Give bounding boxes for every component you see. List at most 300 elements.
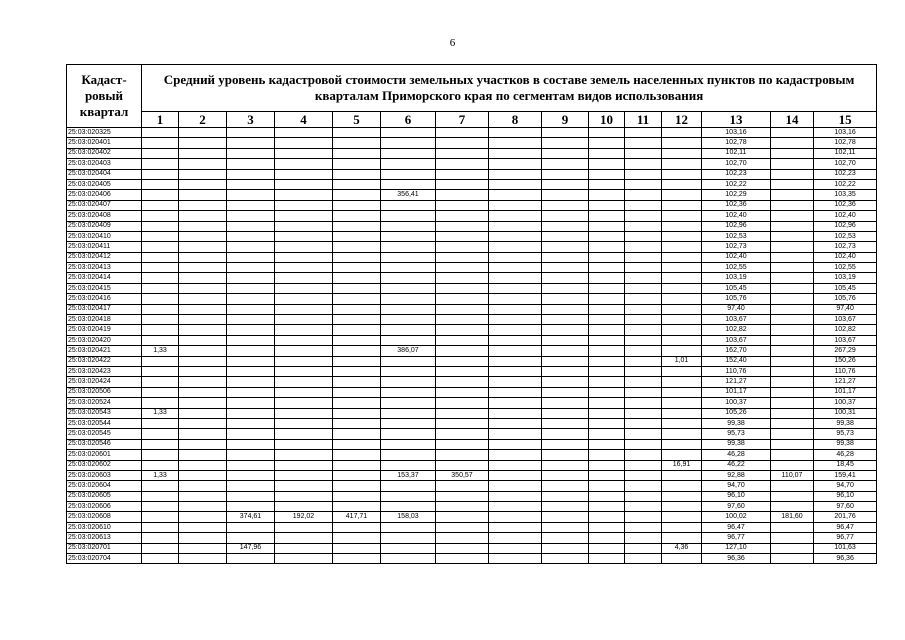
- value-cell: 99,38: [702, 439, 771, 449]
- value-cell: 102,11: [814, 148, 877, 158]
- value-cell: [542, 283, 589, 293]
- value-cell: [589, 533, 625, 543]
- value-cell: [542, 315, 589, 325]
- value-cell: [662, 263, 702, 273]
- value-cell: [227, 128, 275, 138]
- value-cell: [275, 221, 333, 231]
- value-cell: [489, 460, 542, 470]
- value-cell: [436, 398, 489, 408]
- value-cell: [179, 315, 227, 325]
- value-cell: 100,37: [814, 398, 877, 408]
- value-cell: [771, 263, 814, 273]
- value-cell: [589, 387, 625, 397]
- value-cell: [589, 470, 625, 480]
- value-cell: [227, 325, 275, 335]
- value-cell: [625, 418, 662, 428]
- value-cell: [589, 128, 625, 138]
- value-cell: [436, 387, 489, 397]
- value-cell: [489, 377, 542, 387]
- value-cell: [179, 460, 227, 470]
- value-cell: [662, 325, 702, 335]
- value-cell: [589, 231, 625, 241]
- table-row: [67, 242, 877, 252]
- value-cell: [275, 325, 333, 335]
- value-cell: 94,70: [814, 481, 877, 491]
- value-cell: [179, 252, 227, 262]
- value-cell: [771, 366, 814, 376]
- page-number: 6: [449, 37, 456, 49]
- value-cell: [542, 252, 589, 262]
- table-row: [67, 460, 877, 470]
- value-cell: 99,38: [814, 418, 877, 428]
- value-cell: [489, 190, 542, 200]
- value-cell: [179, 346, 227, 356]
- value-cell: [542, 346, 589, 356]
- value-cell: [227, 252, 275, 262]
- value-cell: [542, 231, 589, 241]
- value-cell: [625, 252, 662, 262]
- value-cell: [227, 450, 275, 460]
- value-cell: [542, 429, 589, 439]
- kvartal-cell: 25:03:020406: [67, 190, 142, 200]
- value-cell: [142, 294, 179, 304]
- kvartal-cell: 25:03:020601: [67, 450, 142, 460]
- value-cell: [179, 200, 227, 210]
- value-cell: [333, 283, 381, 293]
- value-cell: [662, 470, 702, 480]
- value-cell: [662, 179, 702, 189]
- value-cell: [381, 398, 436, 408]
- value-cell: [542, 418, 589, 428]
- value-cell: [662, 190, 702, 200]
- table-row: [67, 491, 877, 501]
- kvartal-cell: 25:03:020602: [67, 460, 142, 470]
- value-cell: [179, 159, 227, 169]
- value-cell: [275, 211, 333, 221]
- value-cell: [436, 491, 489, 501]
- value-cell: [625, 522, 662, 532]
- value-cell: [333, 356, 381, 366]
- value-cell: [436, 190, 489, 200]
- value-cell: [227, 408, 275, 418]
- value-cell: [436, 346, 489, 356]
- value-cell: [333, 543, 381, 553]
- value-cell: [179, 273, 227, 283]
- value-cell: [771, 148, 814, 158]
- value-cell: [142, 512, 179, 522]
- value-cell: [381, 179, 436, 189]
- value-cell: [436, 522, 489, 532]
- value-cell: [142, 211, 179, 221]
- value-cell: [662, 502, 702, 512]
- kvartal-cell: 25:03:020413: [67, 263, 142, 273]
- kvartal-cell: 25:03:020545: [67, 429, 142, 439]
- value-cell: [771, 138, 814, 148]
- value-cell: [333, 231, 381, 241]
- value-cell: [275, 138, 333, 148]
- value-cell: [542, 221, 589, 231]
- table-row: [67, 543, 877, 553]
- value-cell: [489, 429, 542, 439]
- value-cell: [662, 429, 702, 439]
- value-cell: [179, 242, 227, 252]
- value-cell: [662, 231, 702, 241]
- value-cell: [179, 366, 227, 376]
- value-cell: 16,91: [662, 460, 702, 470]
- value-cell: [227, 398, 275, 408]
- value-cell: [275, 398, 333, 408]
- kvartal-cell: 25:03:020608: [67, 512, 142, 522]
- value-cell: 102,96: [814, 221, 877, 231]
- table-row: [67, 283, 877, 293]
- value-cell: [771, 502, 814, 512]
- value-cell: [179, 470, 227, 480]
- value-cell: [381, 169, 436, 179]
- value-cell: [333, 200, 381, 210]
- value-cell: [489, 356, 542, 366]
- value-cell: [275, 169, 333, 179]
- table-row: [67, 169, 877, 179]
- value-cell: 102,78: [814, 138, 877, 148]
- value-cell: [142, 439, 179, 449]
- value-cell: [275, 387, 333, 397]
- value-cell: [333, 439, 381, 449]
- value-cell: 159,41: [814, 470, 877, 480]
- value-cell: [489, 418, 542, 428]
- value-cell: [771, 190, 814, 200]
- value-cell: [662, 159, 702, 169]
- value-cell: [179, 439, 227, 449]
- segment-header: 8: [489, 112, 542, 128]
- value-cell: [625, 148, 662, 158]
- value-cell: [333, 242, 381, 252]
- value-cell: [436, 460, 489, 470]
- kvartal-cell: 25:03:020603: [67, 470, 142, 480]
- value-cell: [589, 346, 625, 356]
- kvartal-cell: 25:03:020401: [67, 138, 142, 148]
- value-cell: [771, 335, 814, 345]
- value-cell: [436, 315, 489, 325]
- kvartal-cell: 25:03:020414: [67, 273, 142, 283]
- value-cell: [179, 221, 227, 231]
- value-cell: [381, 221, 436, 231]
- value-cell: [381, 408, 436, 418]
- value-cell: [589, 273, 625, 283]
- value-cell: [142, 429, 179, 439]
- value-cell: 103,67: [702, 315, 771, 325]
- value-cell: [662, 554, 702, 564]
- value-cell: [436, 325, 489, 335]
- value-cell: 374,61: [227, 512, 275, 522]
- value-cell: [179, 263, 227, 273]
- value-cell: [142, 481, 179, 491]
- value-cell: [625, 294, 662, 304]
- value-cell: [275, 252, 333, 262]
- value-cell: [275, 231, 333, 241]
- value-cell: [179, 304, 227, 314]
- value-cell: [227, 502, 275, 512]
- value-cell: 46,28: [702, 450, 771, 460]
- value-cell: [436, 200, 489, 210]
- value-cell: 102,23: [814, 169, 877, 179]
- value-cell: [771, 543, 814, 553]
- value-cell: 102,53: [702, 231, 771, 241]
- value-cell: [542, 169, 589, 179]
- table-row: [67, 356, 877, 366]
- value-cell: [589, 159, 625, 169]
- value-cell: [179, 481, 227, 491]
- value-cell: [771, 242, 814, 252]
- value-cell: [333, 304, 381, 314]
- value-cell: [625, 221, 662, 231]
- value-cell: [142, 554, 179, 564]
- value-cell: [275, 315, 333, 325]
- kvartal-cell: 25:03:020543: [67, 408, 142, 418]
- value-cell: [489, 211, 542, 221]
- value-cell: 46,22: [702, 460, 771, 470]
- value-cell: [275, 418, 333, 428]
- value-cell: 121,27: [702, 377, 771, 387]
- value-cell: [662, 377, 702, 387]
- value-cell: [662, 128, 702, 138]
- value-cell: [381, 138, 436, 148]
- value-cell: [625, 439, 662, 449]
- value-cell: [227, 148, 275, 158]
- value-cell: [625, 304, 662, 314]
- value-cell: [542, 439, 589, 449]
- value-cell: [227, 470, 275, 480]
- value-cell: [381, 325, 436, 335]
- value-cell: 1,33: [142, 346, 179, 356]
- value-cell: [489, 128, 542, 138]
- segment-header: 2: [179, 112, 227, 128]
- value-cell: [179, 179, 227, 189]
- value-cell: [662, 408, 702, 418]
- value-cell: 96,77: [702, 533, 771, 543]
- value-cell: [275, 356, 333, 366]
- value-cell: [142, 128, 179, 138]
- value-cell: [489, 346, 542, 356]
- table-row: [67, 263, 877, 273]
- value-cell: [771, 283, 814, 293]
- value-cell: [489, 481, 542, 491]
- value-cell: [142, 398, 179, 408]
- value-cell: [227, 304, 275, 314]
- table-row: [67, 522, 877, 532]
- segment-header: 11: [625, 112, 662, 128]
- value-cell: 96,36: [814, 554, 877, 564]
- value-cell: [625, 263, 662, 273]
- value-cell: [333, 179, 381, 189]
- table-row: [67, 387, 877, 397]
- value-cell: 350,57: [436, 470, 489, 480]
- value-cell: [436, 169, 489, 179]
- value-cell: [625, 387, 662, 397]
- value-cell: [142, 335, 179, 345]
- value-cell: [662, 335, 702, 345]
- value-cell: 102,40: [814, 211, 877, 221]
- value-cell: [771, 231, 814, 241]
- value-cell: [625, 512, 662, 522]
- table-row: [67, 179, 877, 189]
- value-cell: [275, 128, 333, 138]
- value-cell: [625, 408, 662, 418]
- value-cell: [771, 252, 814, 262]
- kvartal-cell: 25:03:020405: [67, 179, 142, 189]
- value-cell: [179, 148, 227, 158]
- value-cell: 99,38: [814, 439, 877, 449]
- value-cell: [179, 450, 227, 460]
- value-cell: [275, 450, 333, 460]
- value-cell: [227, 221, 275, 231]
- value-cell: [625, 169, 662, 179]
- value-cell: [142, 252, 179, 262]
- value-cell: [227, 190, 275, 200]
- table-row: [67, 190, 877, 200]
- table-row: [67, 138, 877, 148]
- value-cell: 105,45: [702, 283, 771, 293]
- value-cell: 147,96: [227, 543, 275, 553]
- value-cell: [625, 398, 662, 408]
- kvartal-cell: 25:03:020412: [67, 252, 142, 262]
- value-cell: [542, 543, 589, 553]
- value-cell: [542, 179, 589, 189]
- segment-header: 15: [814, 112, 877, 128]
- value-cell: 18,45: [814, 460, 877, 470]
- value-cell: [589, 491, 625, 501]
- value-cell: [625, 335, 662, 345]
- value-cell: 102,22: [814, 179, 877, 189]
- kvartal-cell: 25:03:020404: [67, 169, 142, 179]
- value-cell: [771, 159, 814, 169]
- value-cell: [489, 231, 542, 241]
- value-cell: [333, 138, 381, 148]
- value-cell: [227, 439, 275, 449]
- kvartal-cell: 25:03:020610: [67, 522, 142, 532]
- value-cell: [381, 200, 436, 210]
- value-cell: [179, 533, 227, 543]
- value-cell: [142, 418, 179, 428]
- value-cell: [333, 450, 381, 460]
- value-cell: 97,60: [702, 502, 771, 512]
- value-cell: [381, 283, 436, 293]
- table-row: [67, 325, 877, 335]
- value-cell: [662, 304, 702, 314]
- value-cell: 102,73: [814, 242, 877, 252]
- value-cell: [436, 481, 489, 491]
- value-cell: [625, 533, 662, 543]
- cadastral-value-table: [66, 64, 877, 564]
- value-cell: [662, 273, 702, 283]
- value-cell: [333, 128, 381, 138]
- value-cell: [542, 408, 589, 418]
- value-cell: 102,40: [814, 252, 877, 262]
- table-row: [67, 512, 877, 522]
- table-row: [67, 221, 877, 231]
- value-cell: [589, 439, 625, 449]
- value-cell: 103,19: [814, 273, 877, 283]
- value-cell: [179, 398, 227, 408]
- value-cell: [179, 211, 227, 221]
- table-row: [67, 481, 877, 491]
- value-cell: [227, 315, 275, 325]
- value-cell: [542, 294, 589, 304]
- value-cell: [179, 325, 227, 335]
- value-cell: [179, 543, 227, 553]
- value-cell: [179, 335, 227, 345]
- value-cell: 152,40: [702, 356, 771, 366]
- value-cell: [489, 273, 542, 283]
- value-cell: [275, 366, 333, 376]
- value-cell: [381, 148, 436, 158]
- value-cell: 96,47: [702, 522, 771, 532]
- value-cell: [771, 169, 814, 179]
- value-cell: 105,76: [814, 294, 877, 304]
- segment-header: 10: [589, 112, 625, 128]
- value-cell: 96,47: [814, 522, 877, 532]
- value-cell: [489, 533, 542, 543]
- value-cell: [625, 450, 662, 460]
- value-cell: 105,26: [702, 408, 771, 418]
- value-cell: 102,55: [702, 263, 771, 273]
- value-cell: [381, 554, 436, 564]
- value-cell: [142, 491, 179, 501]
- table-row: [67, 252, 877, 262]
- value-cell: [381, 211, 436, 221]
- value-cell: [589, 190, 625, 200]
- value-cell: [489, 200, 542, 210]
- value-cell: [275, 263, 333, 273]
- value-cell: [489, 179, 542, 189]
- value-cell: [771, 273, 814, 283]
- kvartal-cell: 25:03:020411: [67, 242, 142, 252]
- value-cell: [589, 429, 625, 439]
- kvartal-cell: 25:03:020417: [67, 304, 142, 314]
- value-cell: [662, 522, 702, 532]
- value-cell: [142, 179, 179, 189]
- value-cell: [771, 356, 814, 366]
- table-row: [67, 439, 877, 449]
- value-cell: [381, 315, 436, 325]
- value-cell: [333, 346, 381, 356]
- value-cell: [625, 179, 662, 189]
- value-cell: [142, 148, 179, 158]
- value-cell: [333, 470, 381, 480]
- value-cell: 153,37: [381, 470, 436, 480]
- value-cell: [489, 325, 542, 335]
- value-cell: [542, 356, 589, 366]
- table-body: [67, 128, 877, 564]
- value-cell: 102,73: [702, 242, 771, 252]
- value-cell: [275, 502, 333, 512]
- value-cell: [771, 418, 814, 428]
- value-cell: [589, 263, 625, 273]
- value-cell: [142, 190, 179, 200]
- value-cell: [662, 294, 702, 304]
- value-cell: [381, 377, 436, 387]
- value-cell: [227, 169, 275, 179]
- kvartal-cell: 25:03:020704: [67, 554, 142, 564]
- value-cell: [381, 481, 436, 491]
- value-cell: [625, 346, 662, 356]
- table-row: [67, 315, 877, 325]
- value-cell: [227, 138, 275, 148]
- value-cell: [227, 387, 275, 397]
- value-cell: [589, 408, 625, 418]
- value-cell: [589, 481, 625, 491]
- value-cell: [625, 273, 662, 283]
- value-cell: 417,71: [333, 512, 381, 522]
